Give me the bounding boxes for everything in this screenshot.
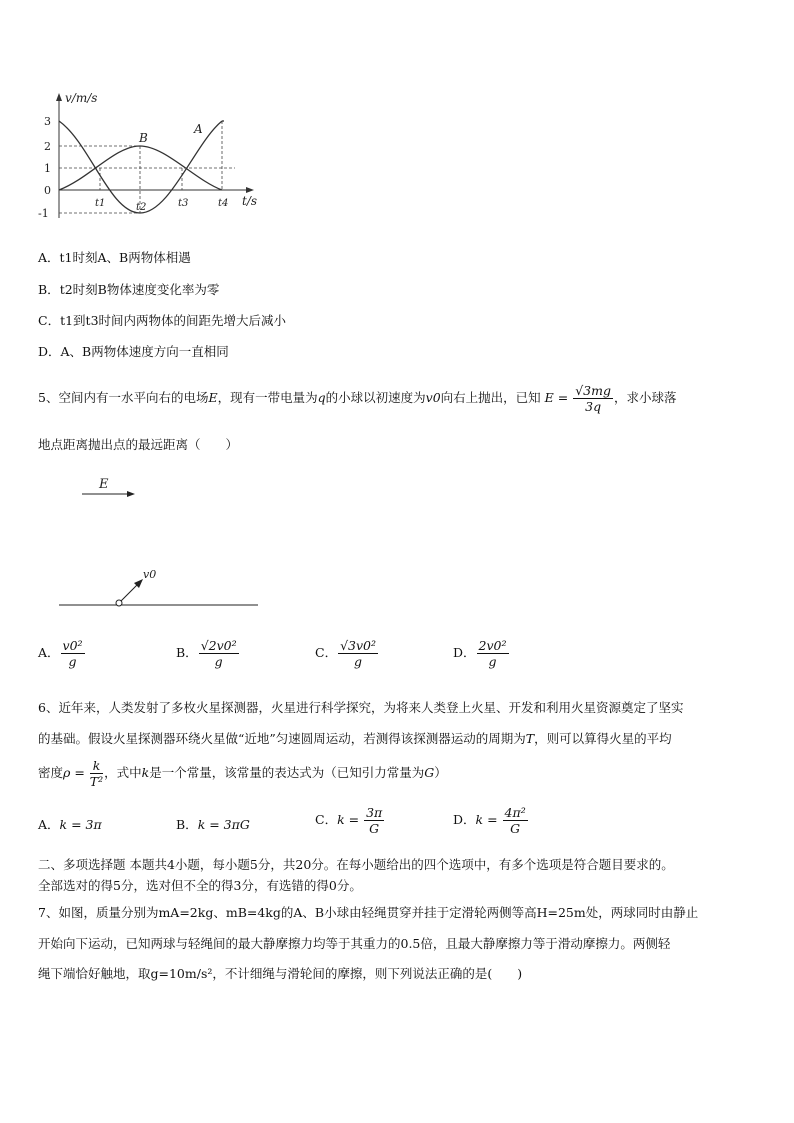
q7-stem-line3: 绳下端恰好触地，取g=10m/s²，不计细绳与滑轮间的摩擦，则下列说法正确的是( ) (38, 966, 523, 981)
q6-option-c: C．k = $\frac{3\pi}{G}$ (315, 805, 383, 836)
y-tick-0: 0 (44, 184, 51, 197)
y-axis-label: v/m/s (65, 91, 98, 105)
velocity-time-graph (30, 88, 270, 223)
q6-stem-line3: 密度ρ = $\frac{k}{\text{T²}}$ ，式中k是一个常量，该常量的表达式为（已知引力常量为G） (38, 758, 447, 789)
y-tick-neg1: -1 (38, 207, 49, 220)
velocity-arrow (121, 583, 139, 601)
x-tick-t2: t2 (136, 202, 147, 213)
y-tick-1: 1 (44, 162, 51, 175)
section2-heading-line1: 二、多项选择题 本题共4小题，每小题5分，共20分。在每小题给出的四个选项中，有多个选项是符合题目要求的。 (38, 857, 674, 872)
q6-option-d: D．k = $\frac{\text{4π²}}{G}$ (453, 805, 526, 836)
q6-stem-line1: 6、近年来，人类发射了多枚火星探测器，火星进行科学探究，为将来人类登上火星、开发和利用火星资源奠定了坚实 (38, 700, 684, 715)
q5-option-a: A． $\frac{\text{v0²}}{g}$ (38, 638, 83, 669)
q5-given-equation: E = $\frac{√3mg}{3q}$ (544, 383, 611, 414)
x-tick-t4: t4 (218, 198, 229, 209)
v0-label: v0 (143, 568, 157, 581)
q5-stem-line1: 5、空间内有一水平向右的电场E，现有一带电量为q的小球以初速度为v0向右上抛出，已知 E = $\frac{√3mg}{3q}$ ，求小球落 (38, 383, 677, 414)
q7-stem-line2: 开始向下运动，已知两球与轻绳间的最大静摩擦力均等于其重力的0.5倍，且最大静摩擦力等于滑动摩擦力。两侧轻 (38, 936, 671, 951)
q5-option-d: D． $\frac{\text{2v0²}}{g}$ (453, 638, 507, 669)
field-E-label: E (99, 477, 109, 492)
q6-stem-line2: 的基础。假设火星探测器环绕火星做“近地”匀速圆周运动，若测得该探测器运动的周期为T，则可以算得火星的平均 (38, 731, 672, 746)
section2-heading-line2: 全部选对的得5分，选对但不全的得3分，有选错的得0分。 (38, 878, 362, 893)
curve-label-B: B (139, 131, 148, 145)
curve-label-A: A (194, 122, 203, 136)
x-tick-t3: t3 (178, 198, 189, 209)
q5-figure (55, 470, 265, 610)
q7-stem-line1: 7、如图，质量分别为mA=2kg、mB=4kg的A、B小球由轻绳贯穿并挂于定滑轮两侧等高H=25m处，两球同时由静止 (38, 905, 699, 920)
x-axis-arrow (246, 187, 254, 193)
q5-option-b: B． $\frac{\text{√2v0²}}{g}$ (176, 638, 237, 669)
field-arrow-head (127, 491, 135, 497)
y-tick-2: 2 (44, 140, 51, 153)
q4-option-b: B．t2时刻B物体速度变化率为零 (38, 282, 220, 297)
x-axis-label: t/s (242, 194, 258, 208)
y-axis-arrow (56, 93, 62, 101)
x-tick-t1: t1 (95, 198, 106, 209)
q5-stem-line2: 地点距离抛出点的最远距离（ ） (38, 437, 239, 452)
q6-option-a: A．k = 3π (38, 817, 102, 832)
q6-option-b: B．k = 3πG (176, 817, 250, 832)
q5-option-c: C． $\frac{\text{√3v0²}}{g}$ (315, 638, 377, 669)
q4-option-a: A．t1时刻A、B两物体相遇 (38, 250, 191, 265)
q4-option-c: C．t1到t3时间内两物体的间距先增大后减小 (38, 313, 287, 328)
q4-option-d: D．A、B两物体速度方向一直相同 (38, 344, 229, 359)
y-tick-3: 3 (44, 115, 51, 128)
q6-density-formula: ρ = $\frac{k}{\text{T²}}$ (63, 758, 104, 789)
